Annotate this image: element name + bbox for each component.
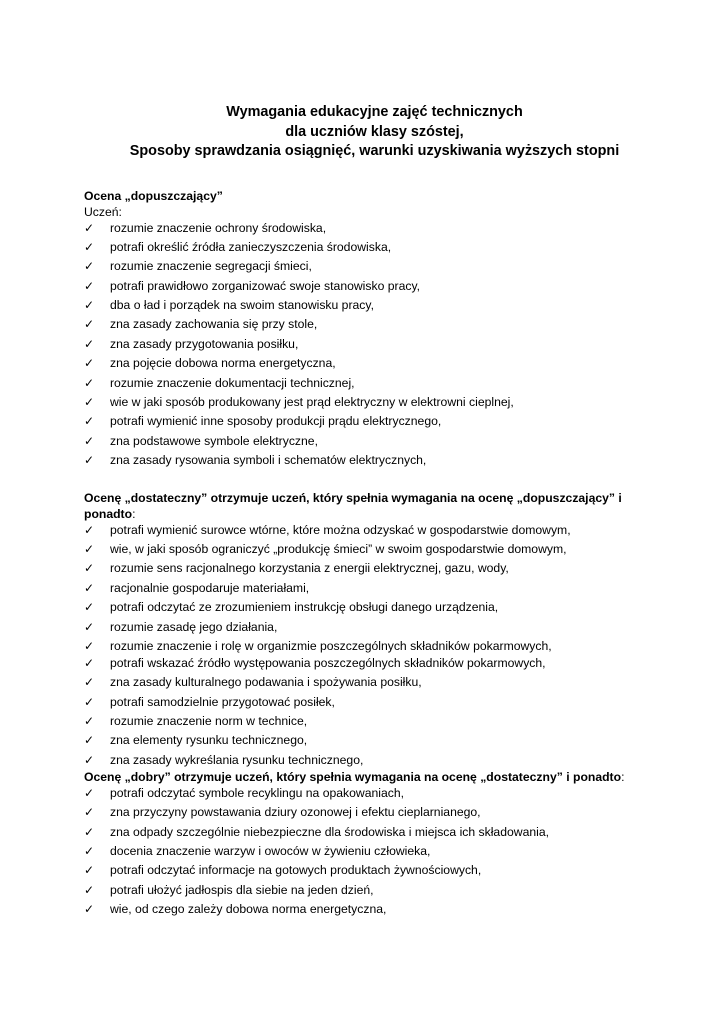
check-icon: ✓ <box>84 714 95 729</box>
check-icon: ✓ <box>84 453 95 468</box>
check-icon: ✓ <box>84 239 95 254</box>
section-intro: Uczeń: <box>84 204 122 219</box>
check-icon: ✓ <box>84 541 95 556</box>
section-dopuszczajacy <box>84 188 665 472</box>
check-icon: ✓ <box>84 298 95 313</box>
list-item-text: zna podstawowe symbole elektryczne, <box>110 433 318 448</box>
list-item <box>84 413 665 432</box>
list-item <box>84 522 665 541</box>
list-item <box>84 599 665 618</box>
list-item-text: wie, w jaki sposób ograniczyć „produkcję śmieci” w swoim gospodarstwie domowym, <box>110 541 567 556</box>
list-item <box>84 452 665 471</box>
list-item <box>84 732 665 751</box>
list-item-text: potrafi odczytać symbole recyklingu na opakowaniach, <box>110 785 405 800</box>
list-item-text: potrafi wymienić inne sposoby produkcji prądu elektrycznego, <box>110 414 442 429</box>
list-item <box>84 694 665 713</box>
check-icon: ✓ <box>84 655 95 670</box>
list-item <box>84 560 665 579</box>
list-item <box>84 752 665 769</box>
section-dostateczny <box>84 490 665 769</box>
section-heading-text-cont: ponadto <box>84 506 133 521</box>
check-icon: ✓ <box>84 675 95 690</box>
list-item-text: zna zasady kulturalnego podawania i spożywania posiłku, <box>110 675 422 690</box>
list-item-text: rozumie znaczenie i rolę w organizmie poszczególnych składników pokarmowych, <box>110 638 552 653</box>
check-icon: ✓ <box>84 414 95 429</box>
list-item-text: potrafi wymienić surowce wtórne, które można odzyskać w gospodarstwie domowym, <box>110 522 571 537</box>
list-item-text: wie w jaki sposób produkowany jest prąd elektryczny w elektrowni cieplnej, <box>110 395 514 410</box>
list-item <box>84 843 665 862</box>
list-item <box>84 713 665 732</box>
list-item-text: rozumie zasadę jego działania, <box>110 619 278 634</box>
check-icon: ✓ <box>84 336 95 351</box>
check-icon: ✓ <box>84 375 95 390</box>
list-item-text: racjonalnie gospodaruje materiałami, <box>110 580 310 595</box>
list-item <box>84 336 665 355</box>
check-icon: ✓ <box>84 785 95 800</box>
list-item-text: zna przyczyny powstawania dziury ozonowej i efektu cieplarnianego, <box>110 805 481 820</box>
check-icon: ✓ <box>84 600 95 615</box>
section-heading <box>84 769 665 785</box>
requirements-list <box>84 522 665 769</box>
list-item-text: zna zasady rysowania symboli i schematów elektrycznych, <box>110 453 427 468</box>
list-item-text: potrafi określić źródła zanieczyszczenia środowiska, <box>110 239 392 254</box>
section-dobry <box>84 769 665 921</box>
list-item-text: zna zasady zachowania się przy stole, <box>110 317 318 332</box>
title-line-1: Wymagania edukacyjne zajęć technicznych <box>226 104 523 120</box>
section-heading-text: Ocenę „dobry” otrzymuje uczeń, który spełnia wymagania na ocenę „dostateczny” i ponadto <box>84 769 622 784</box>
check-icon: ✓ <box>84 395 95 410</box>
check-icon: ✓ <box>84 863 95 878</box>
check-icon: ✓ <box>84 694 95 709</box>
list-item-text: zna pojęcie dobowa norma energetyczna, <box>110 356 336 371</box>
list-item-text: rozumie znaczenie norm w technice, <box>110 714 308 729</box>
section-heading-tail: : <box>132 506 136 521</box>
section-heading-text: Ocenę „dostateczny” otrzymuje uczeń, który spełnia wymagania na ocenę „dopuszczający” i <box>84 490 622 505</box>
list-item-text: zna odpady szczególnie niebezpieczne dla środowiska i miejsca ich składowania, <box>110 824 549 839</box>
section-heading <box>84 188 665 204</box>
list-item-text: rozumie sens racjonalnego korzystania z energii elektrycznej, gazu, wody, <box>110 561 509 576</box>
check-icon: ✓ <box>84 259 95 274</box>
list-item-text: rozumie znaczenie dokumentacji technicznej, <box>110 375 355 390</box>
check-icon: ✓ <box>84 844 95 859</box>
list-item-text: potrafi wskazać źródło występowania poszczególnych składników pokarmowych, <box>110 655 546 670</box>
list-item <box>84 785 665 804</box>
list-item <box>84 638 665 655</box>
section-heading-tail: : <box>621 769 625 784</box>
list-item-text: zna elementy rysunku technicznego, <box>110 733 308 748</box>
list-item-text: potrafi prawidłowo zorganizować swoje stanowisko pracy, <box>110 278 421 293</box>
title-line-2: dla uczniów klasy szóstej, <box>285 123 464 140</box>
list-item-text: potrafi odczytać informacje na gotowych produktach żywnościowych, <box>110 863 482 878</box>
list-item <box>84 394 665 413</box>
list-item-text: zna zasady przygotowania posiłku, <box>110 336 299 351</box>
list-item <box>84 901 665 920</box>
section-heading-text: Ocena „dopuszczający” <box>84 188 223 203</box>
list-item <box>84 824 665 843</box>
title-line-3: Sposoby sprawdzania osiągnięć, warunki uzyskiwania wyższych stopni <box>129 143 620 159</box>
list-item <box>84 882 665 901</box>
list-item <box>84 220 665 239</box>
check-icon: ✓ <box>84 356 95 371</box>
list-item-text: wie, od czego zależy dobowa norma energetyczna, <box>110 902 387 917</box>
check-icon: ✓ <box>84 805 95 820</box>
list-item <box>84 433 665 452</box>
list-item <box>84 862 665 881</box>
list-item <box>84 804 665 823</box>
check-icon: ✓ <box>84 522 95 537</box>
list-item <box>84 278 665 297</box>
list-item-text: docenia znaczenie warzyw i owoców w żywieniu człowieka, <box>110 844 431 859</box>
list-item-text: potrafi samodzielnie przygotować posiłek, <box>110 694 335 709</box>
list-item-text: potrafi ułożyć jadłospis dla siebie na jeden dzień, <box>110 882 374 897</box>
list-item-text: dba o ład i porządek na swoim stanowisku pracy, <box>110 298 374 313</box>
section-heading <box>84 490 665 522</box>
list-item <box>84 297 665 316</box>
list-item <box>84 375 665 394</box>
list-item-text: potrafi odczytać ze zrozumieniem instrukcję obsługi danego urządzenia, <box>110 600 499 615</box>
check-icon: ✓ <box>84 752 95 767</box>
list-item <box>84 316 665 335</box>
check-icon: ✓ <box>84 561 95 576</box>
list-item-text: zna zasady wykreślania rysunku technicznego, <box>110 752 364 767</box>
check-icon: ✓ <box>84 278 95 293</box>
check-icon: ✓ <box>84 824 95 839</box>
check-icon: ✓ <box>84 882 95 897</box>
list-item <box>84 580 665 599</box>
list-item-text: rozumie znaczenie segregacji śmieci, <box>110 259 312 274</box>
list-item <box>84 239 665 258</box>
requirements-list <box>84 785 665 921</box>
list-item <box>84 541 665 560</box>
check-icon: ✓ <box>84 638 95 653</box>
list-item <box>84 619 665 638</box>
list-item <box>84 258 665 277</box>
list-item <box>84 655 665 674</box>
requirements-list <box>84 220 665 472</box>
list-item <box>84 355 665 374</box>
list-item <box>84 674 665 693</box>
check-icon: ✓ <box>84 580 95 595</box>
check-icon: ✓ <box>84 317 95 332</box>
check-icon: ✓ <box>84 433 95 448</box>
check-icon: ✓ <box>84 619 95 634</box>
check-icon: ✓ <box>84 902 95 917</box>
document-title <box>84 103 665 162</box>
list-item-text: rozumie znaczenie ochrony środowiska, <box>110 220 327 235</box>
check-icon: ✓ <box>84 733 95 748</box>
check-icon: ✓ <box>84 220 95 235</box>
